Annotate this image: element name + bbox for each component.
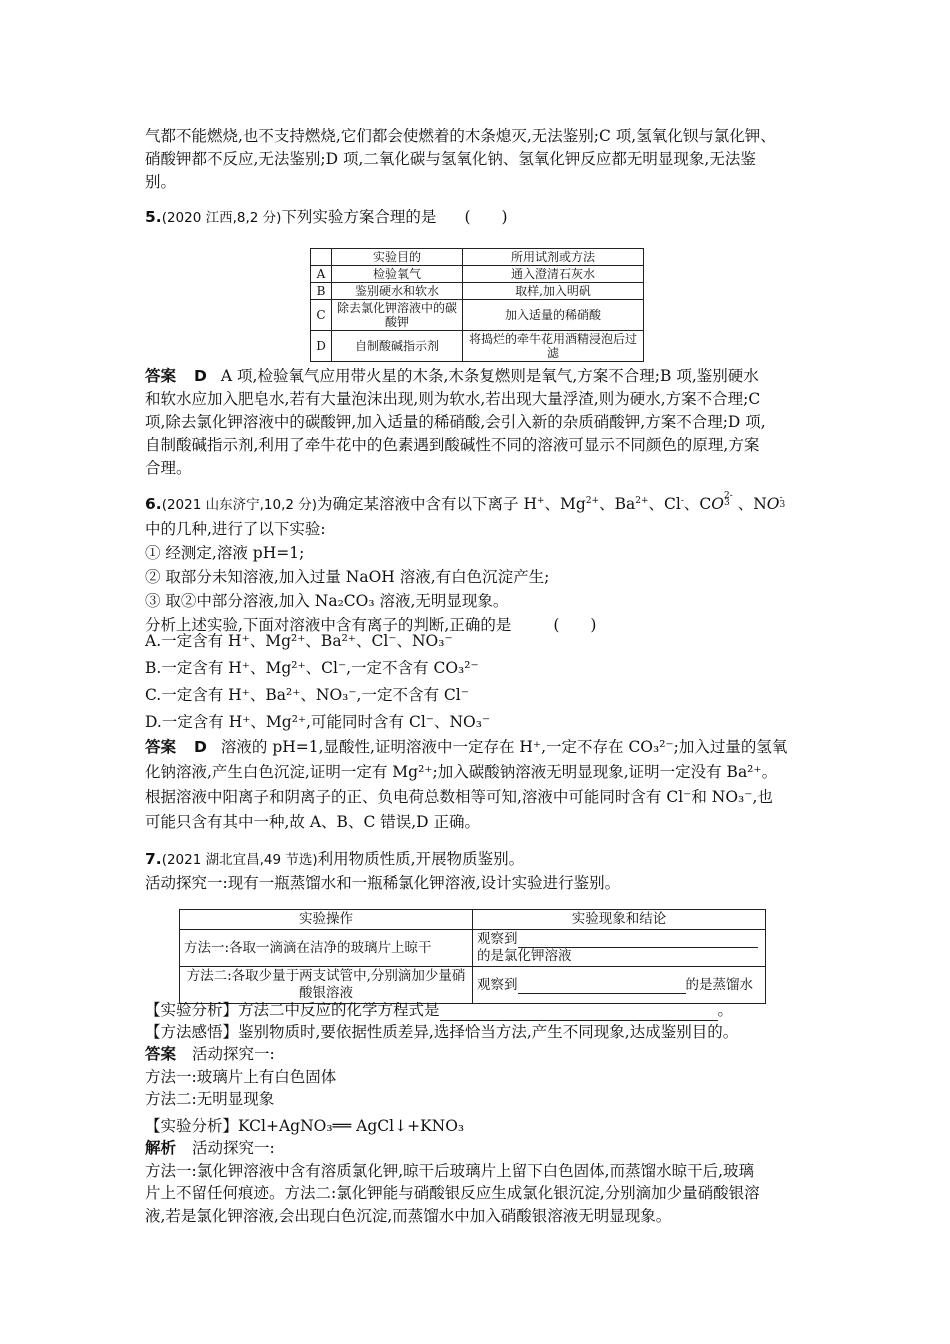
analysis-end: 。: [717, 1001, 734, 1019]
answer-explanation-line: 和软水应加入肥皂水,若有大量泡沫出现,则为软水,若出现大量浮渣,则为硬水,方案不合理;C: [145, 390, 761, 408]
intro-line: 别。: [145, 173, 177, 191]
table-row: [311, 283, 644, 300]
table-header-cell: 所用试剂或方法: [463, 249, 644, 266]
table-cell: B: [311, 283, 332, 300]
intro-paragraph: [145, 125, 815, 194]
question-number: 7.: [145, 850, 162, 868]
table-cell: 加入适量的稀硝酸: [463, 300, 644, 331]
question-source: (2021 湖北宜昌,49 节选): [161, 852, 318, 868]
question-source: (2020 江西,8,2 分): [161, 210, 282, 226]
question-text: 下列实验方案合理的是: [281, 208, 437, 226]
equation-blank[interactable]: [440, 1006, 718, 1021]
analysis-line: 片上不留任何痕迹。方法二:氯化钾能与硝酸银反应生成氯化银沉淀,分别滴加少量硝酸银溶: [145, 1184, 760, 1202]
answer-label: 答案: [145, 1045, 177, 1063]
question-text-continued: 中的几种,进行了以下实验:: [145, 520, 326, 538]
operation-line: 酸银溶液: [299, 985, 353, 1001]
table-cell: 鉴别硬水和软水: [332, 283, 463, 300]
answer-equation: 【实验分析】KCl+AgNO₃══ AgCl↓+KNO₃: [145, 1116, 465, 1135]
experiment-step: ③ 取②中部分溶液,加入 Na₂CO₃ 溶液,无明显现象。: [145, 592, 509, 610]
question-7-stem: [145, 848, 815, 895]
table-header-cell: 实验目的: [332, 249, 463, 266]
question-source: (2021 山东济宁,10,2 分): [161, 497, 318, 513]
experiment-step: ① 经测定,溶液 pH=1;: [145, 544, 305, 562]
question-5-stem: [145, 206, 815, 230]
question-7-answer: [145, 1043, 815, 1227]
table-header-cell: [311, 249, 332, 266]
table-cell: 通入澄清石灰水: [463, 266, 644, 283]
analysis-head: 活动探究一:: [192, 1139, 275, 1157]
table-cell: 检验氧气: [332, 266, 463, 283]
option-a: A.一定含有 H⁺、Mg²⁺、Ba²⁺、Cl⁻、NO₃⁻: [145, 632, 453, 650]
table-row: [180, 930, 766, 967]
method-2-result: [473, 967, 766, 1004]
answer-blank[interactable]: [518, 979, 686, 994]
option-d: D.一定含有 H⁺、Mg²⁺,可能同时含有 Cl⁻、NO₃⁻: [145, 713, 491, 731]
operation-line: 方法二:各取少量于两支试管中,分别滴加少量硝: [186, 968, 466, 984]
option-b: B.一定含有 H⁺、Mg²⁺、Cl⁻,一定不含有 CO₃²⁻: [145, 659, 479, 677]
answer-explanation-line: 溶液的 pH=1,显酸性,证明溶液中一定存在 H⁺,一定不存在 CO₃²⁻;加入过量的氢氧: [220, 738, 788, 756]
question-7-analysis: [145, 999, 815, 1043]
table-cell: 自制酸碱指示剂: [332, 331, 463, 362]
answer-line: 活动探究一:: [192, 1045, 275, 1063]
result-prefix: 观察到: [477, 931, 518, 947]
table-row: [311, 266, 644, 283]
answer-explanation-line: 自制酸碱指示剂,利用了牵牛花中的色素遇到酸碱性不同的溶液可显示不同颜色的原理,方案: [145, 436, 760, 454]
question-text: 为确定某溶液中含有以下离子 H: [317, 495, 537, 513]
table-row: [311, 300, 644, 331]
table-header-row: [180, 910, 766, 930]
question-5-table: [310, 248, 644, 362]
answer-explanation-line: 根据溶液中阳离子和阴离子的正、负电荷总数相等可知,溶液中可能同时含有 Cl⁻和 NO₃⁻,也: [145, 788, 773, 806]
method-reflection: 【方法感悟】鉴别物质时,要依据性质差异,选择恰当方法,产生不同现象,达成鉴别目的。: [145, 1023, 739, 1041]
answer-line: 方法二:无明显现象: [145, 1090, 275, 1108]
answer-explanation-line: 项,除去氯化钾溶液中的碳酸钾,加入适量的稀硝酸,会引入新的杂质硝酸钾,方案不合理;D 项,: [145, 413, 766, 431]
table-cell: A: [311, 266, 332, 283]
answer-choice: D: [194, 738, 207, 756]
answer-label: 答案: [145, 738, 177, 756]
result-suffix: 的是氯化钾溶液: [477, 948, 572, 964]
question-6-answer: [145, 735, 815, 835]
table-header-cell: 实验现象和结论: [473, 910, 766, 930]
answer-paren: ( ): [553, 616, 597, 634]
answer-explanation-line: 合理。: [145, 459, 192, 477]
answer-explanation-line: 可能只含有其中一种,故 A、B、C 错误,D 正确。: [145, 813, 481, 831]
result-suffix: 的是蒸馏水: [685, 976, 753, 993]
analysis-line: 方法一:氯化钾溶液中含有溶质氯化钾,晾干后玻璃片上留下白色固体,而蒸馏水晾干后,玻璃: [145, 1161, 755, 1180]
question-number: 5.: [145, 208, 162, 226]
table-cell: D: [311, 331, 332, 362]
question-5-answer: [145, 365, 815, 480]
experiment-step: ② 取部分未知溶液,加入过量 NaOH 溶液,有白色沉淀产生;: [145, 568, 550, 586]
analysis-label: 解析: [145, 1139, 177, 1157]
answer-explanation-line: A 项,检验氧气应用带火星的木条,木条复燃则是氧气,方案不合理;B 项,鉴别硬水: [220, 367, 759, 385]
method-2-operation: [180, 967, 473, 1004]
question-ask: 分析上述实验,下面对溶液中含有离子的判断,正确的是: [145, 616, 512, 634]
answer-blank[interactable]: [518, 933, 758, 948]
table-cell: C: [311, 300, 332, 331]
analysis-prompt: 【实验分析】方法二中反应的化学方程式是: [145, 1001, 440, 1019]
intro-line: 硝酸钾都不反应,无法鉴别;D 项,二氧化碳与氢氧化钠、氢氧化钾反应都无明显现象,无法鉴: [145, 150, 756, 168]
table-cell: 将捣烂的牵牛花用酒精浸泡后过滤: [463, 331, 644, 362]
answer-line: 方法一:玻璃片上有白色固体: [145, 1067, 337, 1086]
question-text: 利用物质性质,开展物质鉴别。: [317, 850, 525, 868]
table-row: [180, 967, 766, 1004]
table-header-row: [311, 249, 644, 266]
question-6-stem: 6.(2021 山东济宁,10,2 分)为确定某溶液中含有以下离子 H+、$Mg^{2+}$、$Ba^{2+}$、Cl-、$CO^{2-}$ 3 、NO- 3 中的几种,进行了以下实验: ① 经测定,溶液 pH=1; ② 取部分未知溶液,加入过量 NaOH 溶液,有白色沉淀产生; ③ 取②中部分溶液,加入 Na₂CO₃ 溶液,无明显现象。 分析上述实验,下面对溶液中含有离子的判断,正确的是 ( ): [145, 492, 815, 637]
table-cell: 取样,加入明矾: [463, 283, 644, 300]
answer-choice: D: [194, 367, 207, 385]
question-7-table: [179, 909, 766, 1004]
table-cell: 除去氯化钾溶液中的碳酸钾: [332, 300, 463, 331]
method-1-operation: 方法一:各取一滴滴在洁净的玻璃片上晾干: [180, 930, 473, 967]
answer-label: 答案: [145, 367, 177, 385]
activity-text: 活动探究一:现有一瓶蒸馏水和一瓶稀氯化钾溶液,设计实验进行鉴别。: [145, 874, 621, 892]
table-row: [311, 331, 644, 362]
question-number: 6.: [145, 495, 162, 513]
option-c: C.一定含有 H⁺、Ba²⁺、NO₃⁻,一定不含有 Cl⁻: [145, 686, 469, 704]
analysis-line: 液,若是氯化钾溶液,会出现白色沉淀,而蒸馏水中加入硝酸银溶液无明显现象。: [145, 1206, 672, 1225]
table-header-cell: 实验操作: [180, 910, 473, 930]
answer-explanation-line: 化钠溶液,产生白色沉淀,证明一定有 Mg²⁺;加入碳酸钠溶液无明显现象,证明一定没有 Ba²⁺。: [145, 763, 778, 781]
result-prefix: 观察到: [477, 976, 518, 993]
intro-line: 气都不能燃烧,也不支持燃烧,它们都会使燃着的木条熄灭,无法鉴别;C 项,氢氧化钡与氯化钾、: [145, 127, 776, 145]
question-6-options: [145, 628, 815, 736]
method-1-result: [473, 930, 766, 967]
answer-paren: ( ): [464, 208, 508, 226]
